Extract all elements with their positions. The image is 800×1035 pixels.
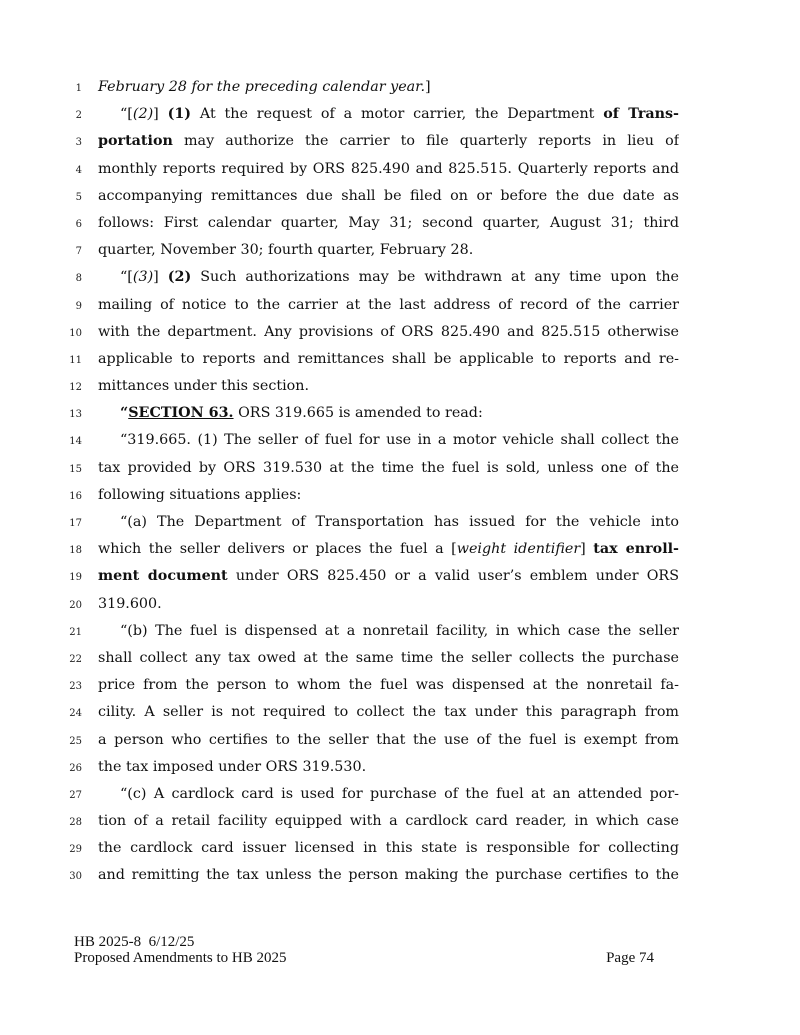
document-line xyxy=(0,264,800,291)
line-text: portation may authorize the carrier to file quarterly reports in lieu of xyxy=(98,133,679,150)
line-number: 28 xyxy=(69,817,82,829)
line-number: 3 xyxy=(75,137,82,149)
line-number: 7 xyxy=(75,246,82,258)
line-number: 16 xyxy=(69,490,82,502)
document-line xyxy=(0,346,800,373)
document-line xyxy=(0,319,800,346)
document-line xyxy=(0,536,800,563)
line-number: 29 xyxy=(69,844,82,856)
line-number: 17 xyxy=(69,518,82,529)
line-text: which the seller delivers or places the fuel a [weight identifier] tax enroll- xyxy=(98,541,679,558)
document-line xyxy=(0,862,800,889)
line-number: 9 xyxy=(75,300,82,312)
line-number: 13 xyxy=(69,409,82,421)
document-line xyxy=(0,618,800,645)
line-number: 10 xyxy=(69,327,82,339)
line-text: February 28 for the preceding calendar year.] xyxy=(98,79,431,95)
document-line xyxy=(0,509,800,536)
line-text: price from the person to whom the fuel was dispensed at the nonretail fa- xyxy=(98,677,679,694)
line-text: mailing of notice to the carrier at the last address of record of the carrier xyxy=(98,296,679,313)
document-line xyxy=(0,183,800,210)
line-text: applicable to reports and remittances shall be applicable to reports and re- xyxy=(98,350,679,367)
line-text: tion of a retail facility equipped with a cardlock card reader, in which case xyxy=(98,813,679,830)
line-text: 319.600. xyxy=(98,595,162,612)
line-number: 20 xyxy=(69,599,82,611)
document-line xyxy=(0,128,800,155)
document-line xyxy=(0,292,800,319)
document-line xyxy=(0,563,800,590)
document-line xyxy=(0,699,800,726)
document-line xyxy=(0,455,800,482)
document-line xyxy=(0,427,800,454)
line-text: following situations applies: xyxy=(98,486,302,503)
line-number: 27 xyxy=(69,789,82,801)
line-text: “[(2)] (1) At the request of a motor carrier, the Department of Trans- xyxy=(120,106,679,123)
document-body xyxy=(0,74,800,890)
line-text: “[(3)] (2) Such authorizations may be withdrawn at any time upon the xyxy=(120,269,679,286)
line-number: 5 xyxy=(75,191,82,203)
line-text: with the department. Any provisions of ORS 825.490 and 825.515 otherwise xyxy=(98,323,679,340)
document-line xyxy=(0,237,800,264)
line-text: a person who certifies to the seller that the use of the fuel is exempt from xyxy=(98,731,679,748)
document-line xyxy=(0,210,800,237)
line-number: 19 xyxy=(69,572,82,584)
line-text: cility. A seller is not required to collect the tax under this paragraph from xyxy=(98,704,679,721)
line-number: 25 xyxy=(69,735,82,747)
document-line xyxy=(0,74,800,101)
document-line xyxy=(0,754,800,781)
footer-subtitle: Proposed Amendments to HB 2025 xyxy=(74,950,287,966)
line-number: 26 xyxy=(69,762,82,774)
footer-bill-line xyxy=(74,934,654,950)
line-text: accompanying remittances due shall be filed on or before the due date as xyxy=(98,187,679,204)
line-number: 23 xyxy=(69,681,82,693)
document-line xyxy=(0,400,800,427)
line-text: and remitting the tax unless the person making the purchase certifies to the xyxy=(98,867,679,884)
footer-date: 6/12/25 xyxy=(148,934,195,950)
line-text: follows: First calendar quarter, May 31; second quarter, August 31; third xyxy=(98,214,679,231)
document-line xyxy=(0,672,800,699)
document-line xyxy=(0,591,800,618)
footer-bill-version: HB 2025-8 xyxy=(74,934,142,950)
line-text: tax provided by ORS 319.530 at the time the fuel is sold, unless one of the xyxy=(98,459,679,476)
line-number: 15 xyxy=(69,463,82,475)
line-number: 30 xyxy=(69,871,82,883)
line-text: shall collect any tax owed at the same time the seller collects the purchase xyxy=(98,649,679,666)
line-number: 2 xyxy=(75,110,82,122)
footer-page-number: Page 74 xyxy=(606,950,654,966)
document-line xyxy=(0,482,800,509)
document-line xyxy=(0,156,800,183)
line-text: the tax imposed under ORS 319.530. xyxy=(98,758,367,775)
line-number: 6 xyxy=(75,218,82,230)
page-footer xyxy=(74,934,654,966)
line-text: mittances under this section. xyxy=(98,378,309,395)
line-number: 11 xyxy=(69,354,82,366)
line-number: 1 xyxy=(75,83,82,94)
document-line xyxy=(0,781,800,808)
line-text: “(c) A cardlock card is used for purchase of the fuel at an attended por- xyxy=(120,785,679,802)
line-text: ment document under ORS 825.450 or a valid user’s emblem under ORS xyxy=(98,568,679,585)
document-line xyxy=(0,808,800,835)
line-number: 12 xyxy=(69,382,82,394)
line-text: the cardlock card issuer licensed in this state is responsible for collecting xyxy=(98,840,679,857)
line-text: “319.665. (1) The seller of fuel for use in a motor vehicle shall collect the xyxy=(120,432,679,449)
line-text: quarter, November 30; fourth quarter, February 28. xyxy=(98,242,474,259)
document-line xyxy=(0,727,800,754)
line-text: monthly reports required by ORS 825.490 and 825.515. Quarterly reports and xyxy=(98,160,679,177)
line-number: 22 xyxy=(69,653,82,665)
line-number: 18 xyxy=(69,545,82,557)
line-number: 4 xyxy=(75,164,82,176)
document-line xyxy=(0,835,800,862)
document-line xyxy=(0,373,800,400)
line-text: “SECTION 63. ORS 319.665 is amended to read: xyxy=(120,405,483,422)
line-number: 14 xyxy=(69,436,82,448)
document-line xyxy=(0,101,800,128)
line-text: “(b) The fuel is dispensed at a nonretail facility, in which case the seller xyxy=(120,622,679,639)
line-text: “(a) The Department of Transportation has issued for the vehicle into xyxy=(120,514,679,530)
line-number: 24 xyxy=(69,708,82,720)
document-line xyxy=(0,645,800,672)
line-number: 21 xyxy=(69,626,82,638)
line-number: 8 xyxy=(75,273,82,285)
